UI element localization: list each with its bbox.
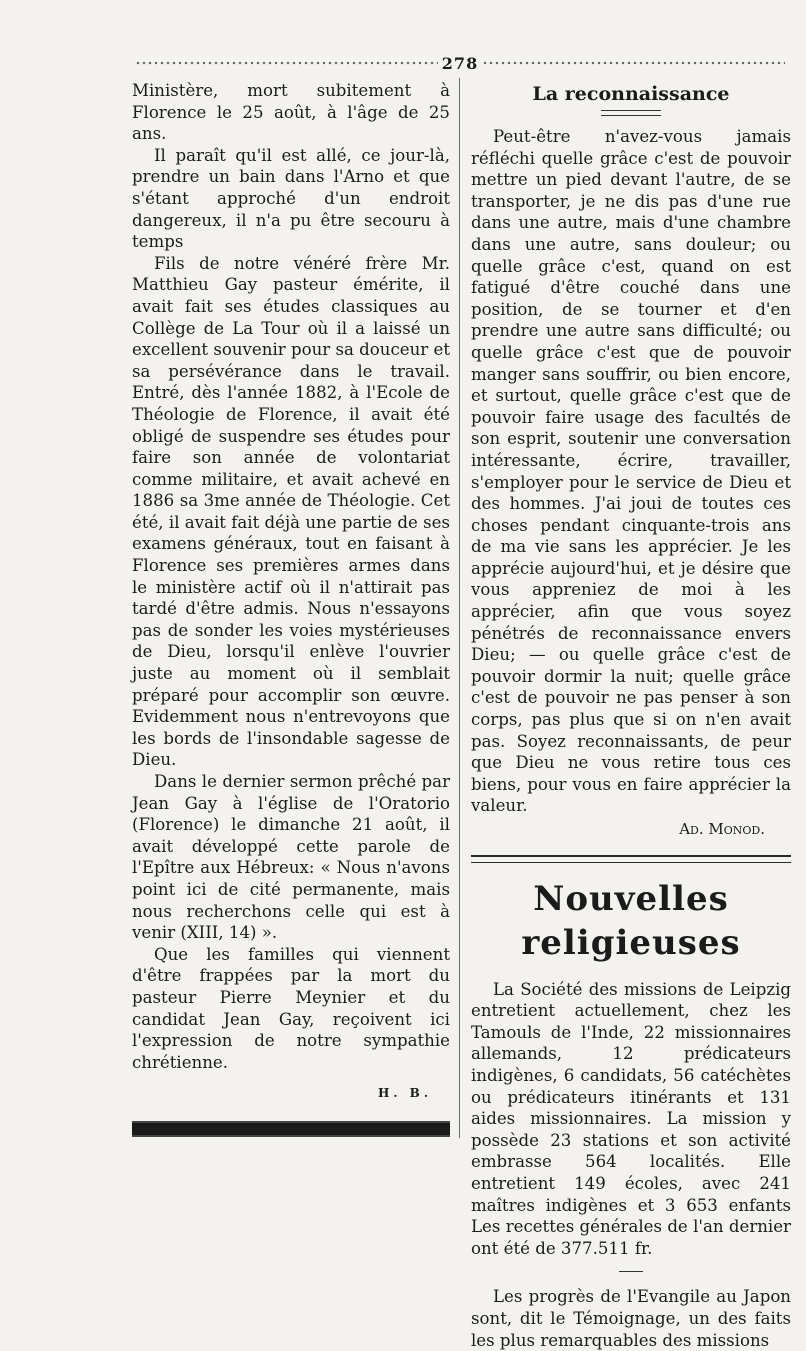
obituary-paragraph: Il paraît qu'il est allé, ce jour-là, prendre un bain dans l'Arno et que s'étant approché d'un endroit dangereux, il n'a pu être secouru à temps (132, 145, 450, 252)
obituary-paragraph: Que les familles qui viennent d'être frappées par la mort du pasteur Pierre Meynier et du candidat Jean Gay, reçoivent ici l'expression de notre sympathie chrétienne. (132, 944, 450, 1072)
news-item: Les progrès de l'Evangile au Japon sont, dit le Témoignage, un des faits les plus remarquables des missions (471, 1287, 791, 1350)
page-number: 278 (441, 53, 479, 73)
section-end-rule (132, 1121, 450, 1137)
article-signature: Ad. Monod. (679, 820, 765, 838)
right-column (471, 80, 791, 1351)
obituary-signature: H. B. (377, 1086, 432, 1101)
obituary-paragraph: Ministère, mort subitement à Florence le 25 août, à l'âge de 25 ans. (132, 81, 450, 144)
obituary-paragraph: Fils de notre vénéré frère Mr. Matthieu Gay pasteur émérite, il avait fait ses études classiques au Collège de La Tour où il a laissé un excellent souvenir pour sa douceur et sa persévérance dans le travail. Entré, dès l'année 1882, à l'Ecole de Théologie de Florence, il avait été obligé de suspendre ses études pour faire son année de volontariat comme militaire, et avait achevé en 1886 sa 3me année de Théologie. Cet été, il avait fait déjà une partie de ses examens généraux, tout en faisant à Florence ses premières armes dans le ministère actif où il n'attirait pas tardé d'être admis. Nous n'essayons pas de sonder les voies mystérieuses de Dieu, lorsqu'il enlève l'ouvrier juste au moment où il semblait préparé pour accomplir son œuvre. Evidemment nous n'entrevoyons que les bords de l'insondable sagesse de Dieu. (132, 253, 450, 770)
section-heading: Nouvelles religieuses (521, 878, 741, 963)
news-item: La Société des missions de Leipzig entretient actuellement, chez les Tamouls de l'Inde, 22 missionnaires allemands, 12 prédicateurs indigènes, 6 candidats, 56 catéchètes ou prédicateurs itinérants et 131 aides missionnaires. La mission y possède 23 stations et son activité embrasse 564 localités. Elle entretient 149 écoles, avec 241 maîtres indigènes et 3 653 enfants Les recettes générales de l'an dernier ont été de 377.511 fr. (471, 979, 791, 1258)
header-ornament-right (482, 61, 785, 65)
column-divider (459, 78, 460, 1138)
header-ornament-left (135, 61, 438, 65)
title-rule (601, 110, 661, 116)
item-separator (619, 1271, 643, 1272)
article-body: Peut-être n'avez-vous jamais réfléchi quelle grâce c'est de pouvoir mettre un pied devant l'autre, de se transporter, je ne dis pas d'une rue dans une autre, mais d'une chambre dans une autre, sans douleur; ou quelle grâce c'est, quand on est fatigué d'être couché dans une position, de se tourner et d'en prendre une autre sans difficulté; ou quelle grâce c'est que de pouvoir manger sans souffrir, ou bien encore, et surtout, quelle grâce c'est que de pouvoir faire usage des facultés de son esprit, soutenir une conversation intéressante, écrire, travailler, s'employer pour le service de Dieu et des hommes. J'ai joui de toutes ces choses pendant cinquante-trois ans de ma vie sans les apprécier. Je les apprécie aujourd'hui, et je désire que vous appreniez de moi à les apprécier, afin que vous soyez pénétrés de reconnaissance envers Dieu; — ou quelle grâce c'est de pouvoir dormir la nuit; quelle grâce c'est de pouvoir ne pas penser à son corps, pas plus que si on n'en avait pas. Soyez reconnaissants, de peur que Dieu ne vous retire tous ces biens, pour vous en faire apprécier la valeur. (471, 127, 791, 816)
article-title: La reconnaissance (532, 83, 730, 105)
section-rule (471, 855, 791, 863)
obituary-paragraph: Dans le dernier sermon prêché par Jean Gay à l'église de l'Oratorio (Florence) le dimanche 21 août, il avait développé cette parole de l'Epître aux Hébreux: « Nous n'avons point ici de cité permanente, mais nous recherchons celle qui est à venir (XIII, 14) ». (132, 772, 450, 943)
page-header (135, 52, 785, 74)
left-column (132, 80, 450, 1137)
